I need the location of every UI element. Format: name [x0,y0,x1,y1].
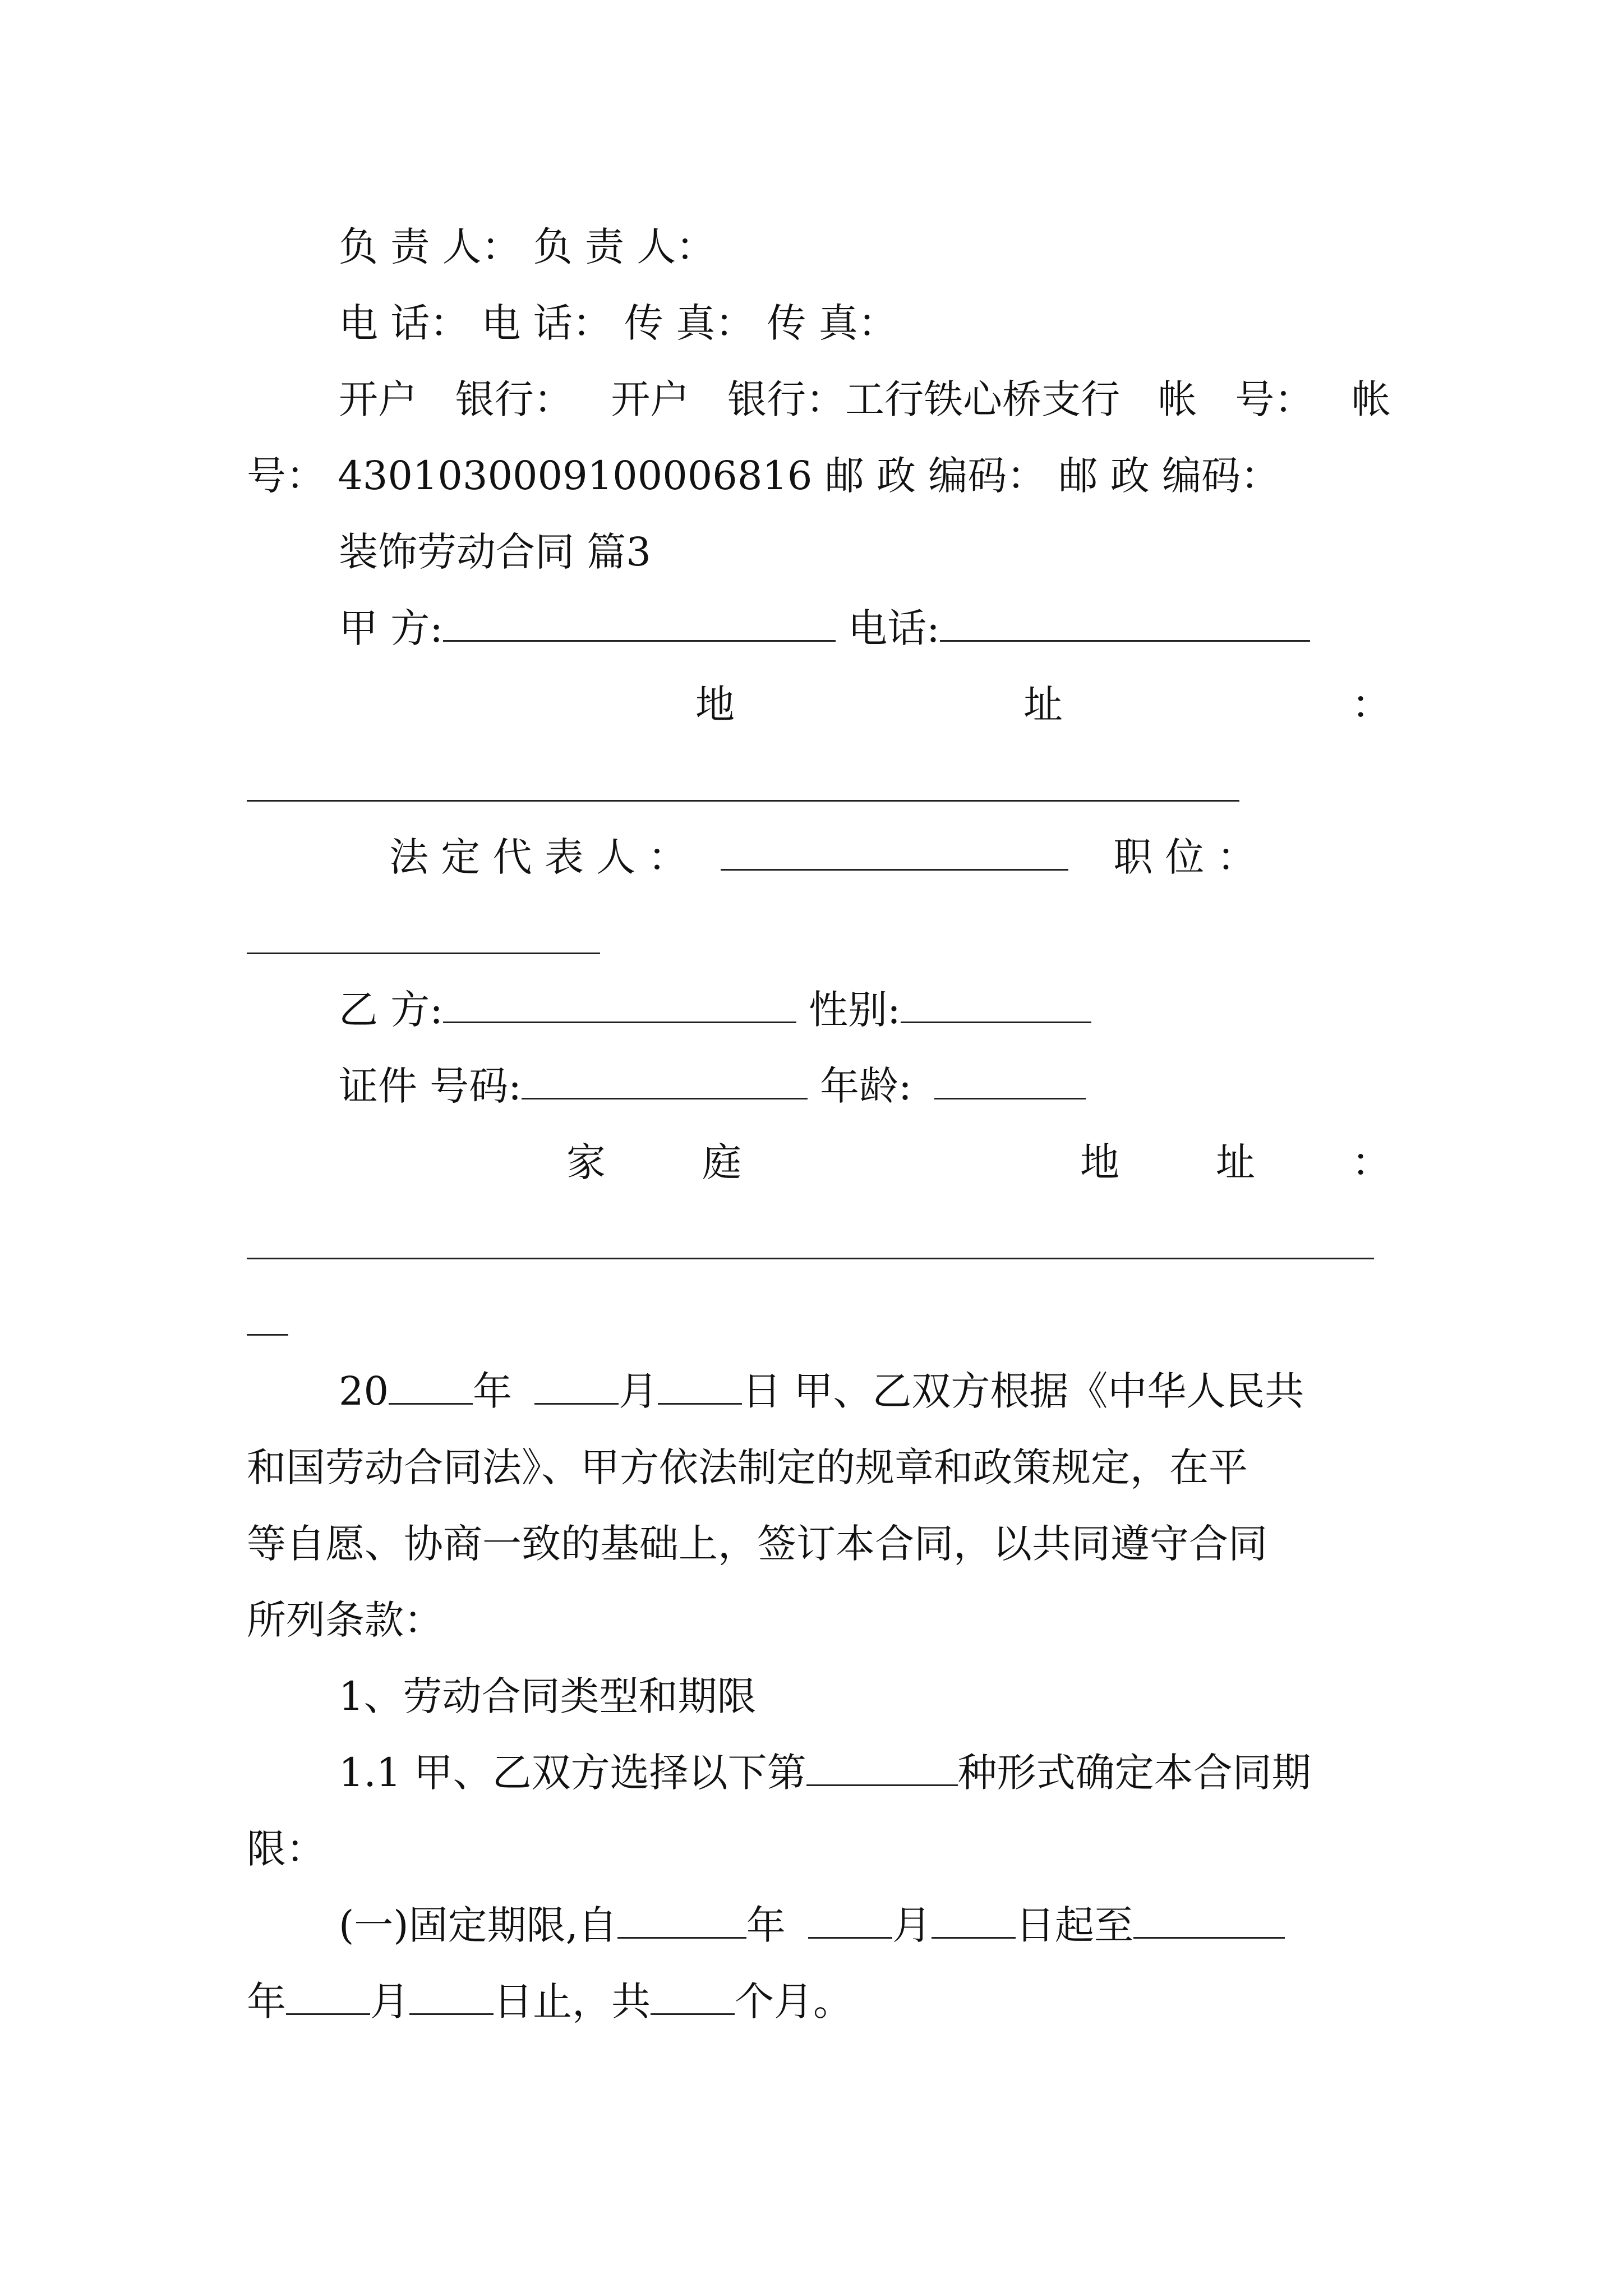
id-number-blank[interactable] [522,1063,808,1099]
party-a-label: 甲 方: [339,605,443,651]
section-heading [339,525,1391,579]
end-year-blank[interactable] [1133,1902,1285,1939]
clause-1-1-text-c: 限： [247,1826,325,1872]
party-a-line [339,601,1391,655]
age-blank[interactable] [934,1063,1086,1099]
preamble-text-2: 和国劳动合同法》、甲方依法制定的规章和政策规定，在平 [247,1444,1248,1490]
home-address-char-1: 家 [566,1139,606,1185]
sign-day-blank[interactable] [658,1368,742,1405]
gender-label: 性别: [809,987,901,1033]
section-heading-text: 装饰劳动合同 篇3 [339,529,651,575]
phone-fax-line [339,296,1391,350]
start-day-label: 日起至 [1015,1902,1133,1948]
total-months-blank[interactable] [651,1978,735,2015]
start-year-blank[interactable] [617,1902,746,1939]
preamble-line-2 [247,1441,1391,1494]
party-b-label: 乙 方: [339,987,443,1033]
end-year-label: 年 [247,1978,286,2024]
fixed-term-text-a: (一)固定期限,自 [339,1902,617,1948]
address-colon: ： [1352,682,1391,728]
home-address-char-3: 地 [1080,1139,1119,1185]
month-label: 月 [619,1368,658,1414]
clause-1-1-line [339,1746,1391,1800]
bank-word-1: 开户 [339,376,417,422]
preamble-text-1: 日 甲、乙双方根据《中华人民共 [742,1368,1304,1414]
legal-rep-line [389,830,1391,884]
home-address-colon: ： [1352,1139,1391,1185]
home-address-blank[interactable] [247,1258,1374,1259]
gender-blank[interactable] [901,987,1091,1023]
start-month-label: 月 [892,1902,932,1948]
preamble-text-3: 等自愿、协商一致的基础上，签订本合同，以共同遵守合同 [247,1521,1267,1567]
clause-1-1-text-a: 1.1 甲、乙双方选择以下第 [339,1750,806,1796]
account-postcode-text: 号： 4301030009100006816 邮 政 编码： 邮 政 编码： [247,453,1280,499]
home-address-line [566,1135,1391,1189]
age-label: 年龄: [820,1063,912,1109]
preamble-line-3 [247,1517,1391,1571]
year-label: 年 [473,1368,513,1414]
clause-1-heading [339,1669,1391,1723]
position-label: 职 位 ： [1113,834,1256,880]
preamble-line-4 [247,1593,1391,1647]
end-day-label: 日止，共 [494,1978,651,2024]
preamble-text-4: 所列条款： [247,1597,443,1643]
party-a-phone-label: 电话: [848,605,940,651]
id-number-label: 证件 号码: [339,1063,522,1109]
clause-1-1-line-2 [247,1822,1391,1876]
address-blank[interactable] [247,800,1239,802]
sign-year-blank[interactable] [389,1368,473,1405]
party-b-line [339,983,1391,1037]
party-b-blank[interactable] [443,987,796,1023]
bank-word-4: 银行：工行铁心桥支行 [727,376,1120,422]
home-address-blank-cont[interactable] [247,1334,288,1336]
fixed-term-line-2 [247,1975,1391,2028]
home-address-char-2: 庭 [702,1139,741,1185]
bank-word-3: 开户 [611,376,690,422]
party-a-blank[interactable] [443,605,836,642]
start-day-blank[interactable] [932,1902,1016,1939]
total-months-label: 个月。 [735,1978,852,2024]
phone-fax-text: 电 话： 电 话： 传 真： 传 真： [339,300,897,346]
year-prefix: 20 [339,1368,389,1414]
principal-line [339,220,1391,274]
legal-rep-blank[interactable] [721,834,1068,871]
end-day-blank[interactable] [409,1978,494,2015]
party-a-phone-blank[interactable] [940,605,1310,642]
address-line [695,678,1391,731]
start-year-label: 年 [746,1902,786,1948]
position-blank[interactable] [247,953,600,954]
bank-word-5: 帐 [1158,376,1197,422]
form-choice-blank[interactable] [806,1750,958,1786]
home-address-char-4: 址 [1216,1139,1255,1185]
legal-rep-label: 法 定 代 表 人 ： [389,834,688,880]
address-char-1: 地 [695,682,735,728]
sign-month-blank[interactable] [534,1368,619,1405]
fixed-term-line [339,1898,1391,1952]
id-age-line [339,1059,1391,1113]
preamble-line-1 [339,1364,1391,1418]
start-month-blank[interactable] [808,1902,892,1939]
end-month-label: 月 [370,1978,409,2024]
end-month-blank[interactable] [286,1978,370,2015]
address-char-2: 址 [1023,682,1063,728]
principal-text: 负 责 人： 负 责 人： [339,224,716,270]
clause-1-1-text-b: 种形式确定本合同期 [957,1750,1311,1796]
clause-1-text: 1、劳动合同类型和期限 [339,1673,757,1719]
bank-word-7: 帐 [1351,376,1391,422]
bank-word-6: 号： [1235,376,1314,422]
account-postcode-line [247,449,1391,503]
bank-line [339,372,1391,426]
bank-word-2: 银行： [455,376,573,422]
